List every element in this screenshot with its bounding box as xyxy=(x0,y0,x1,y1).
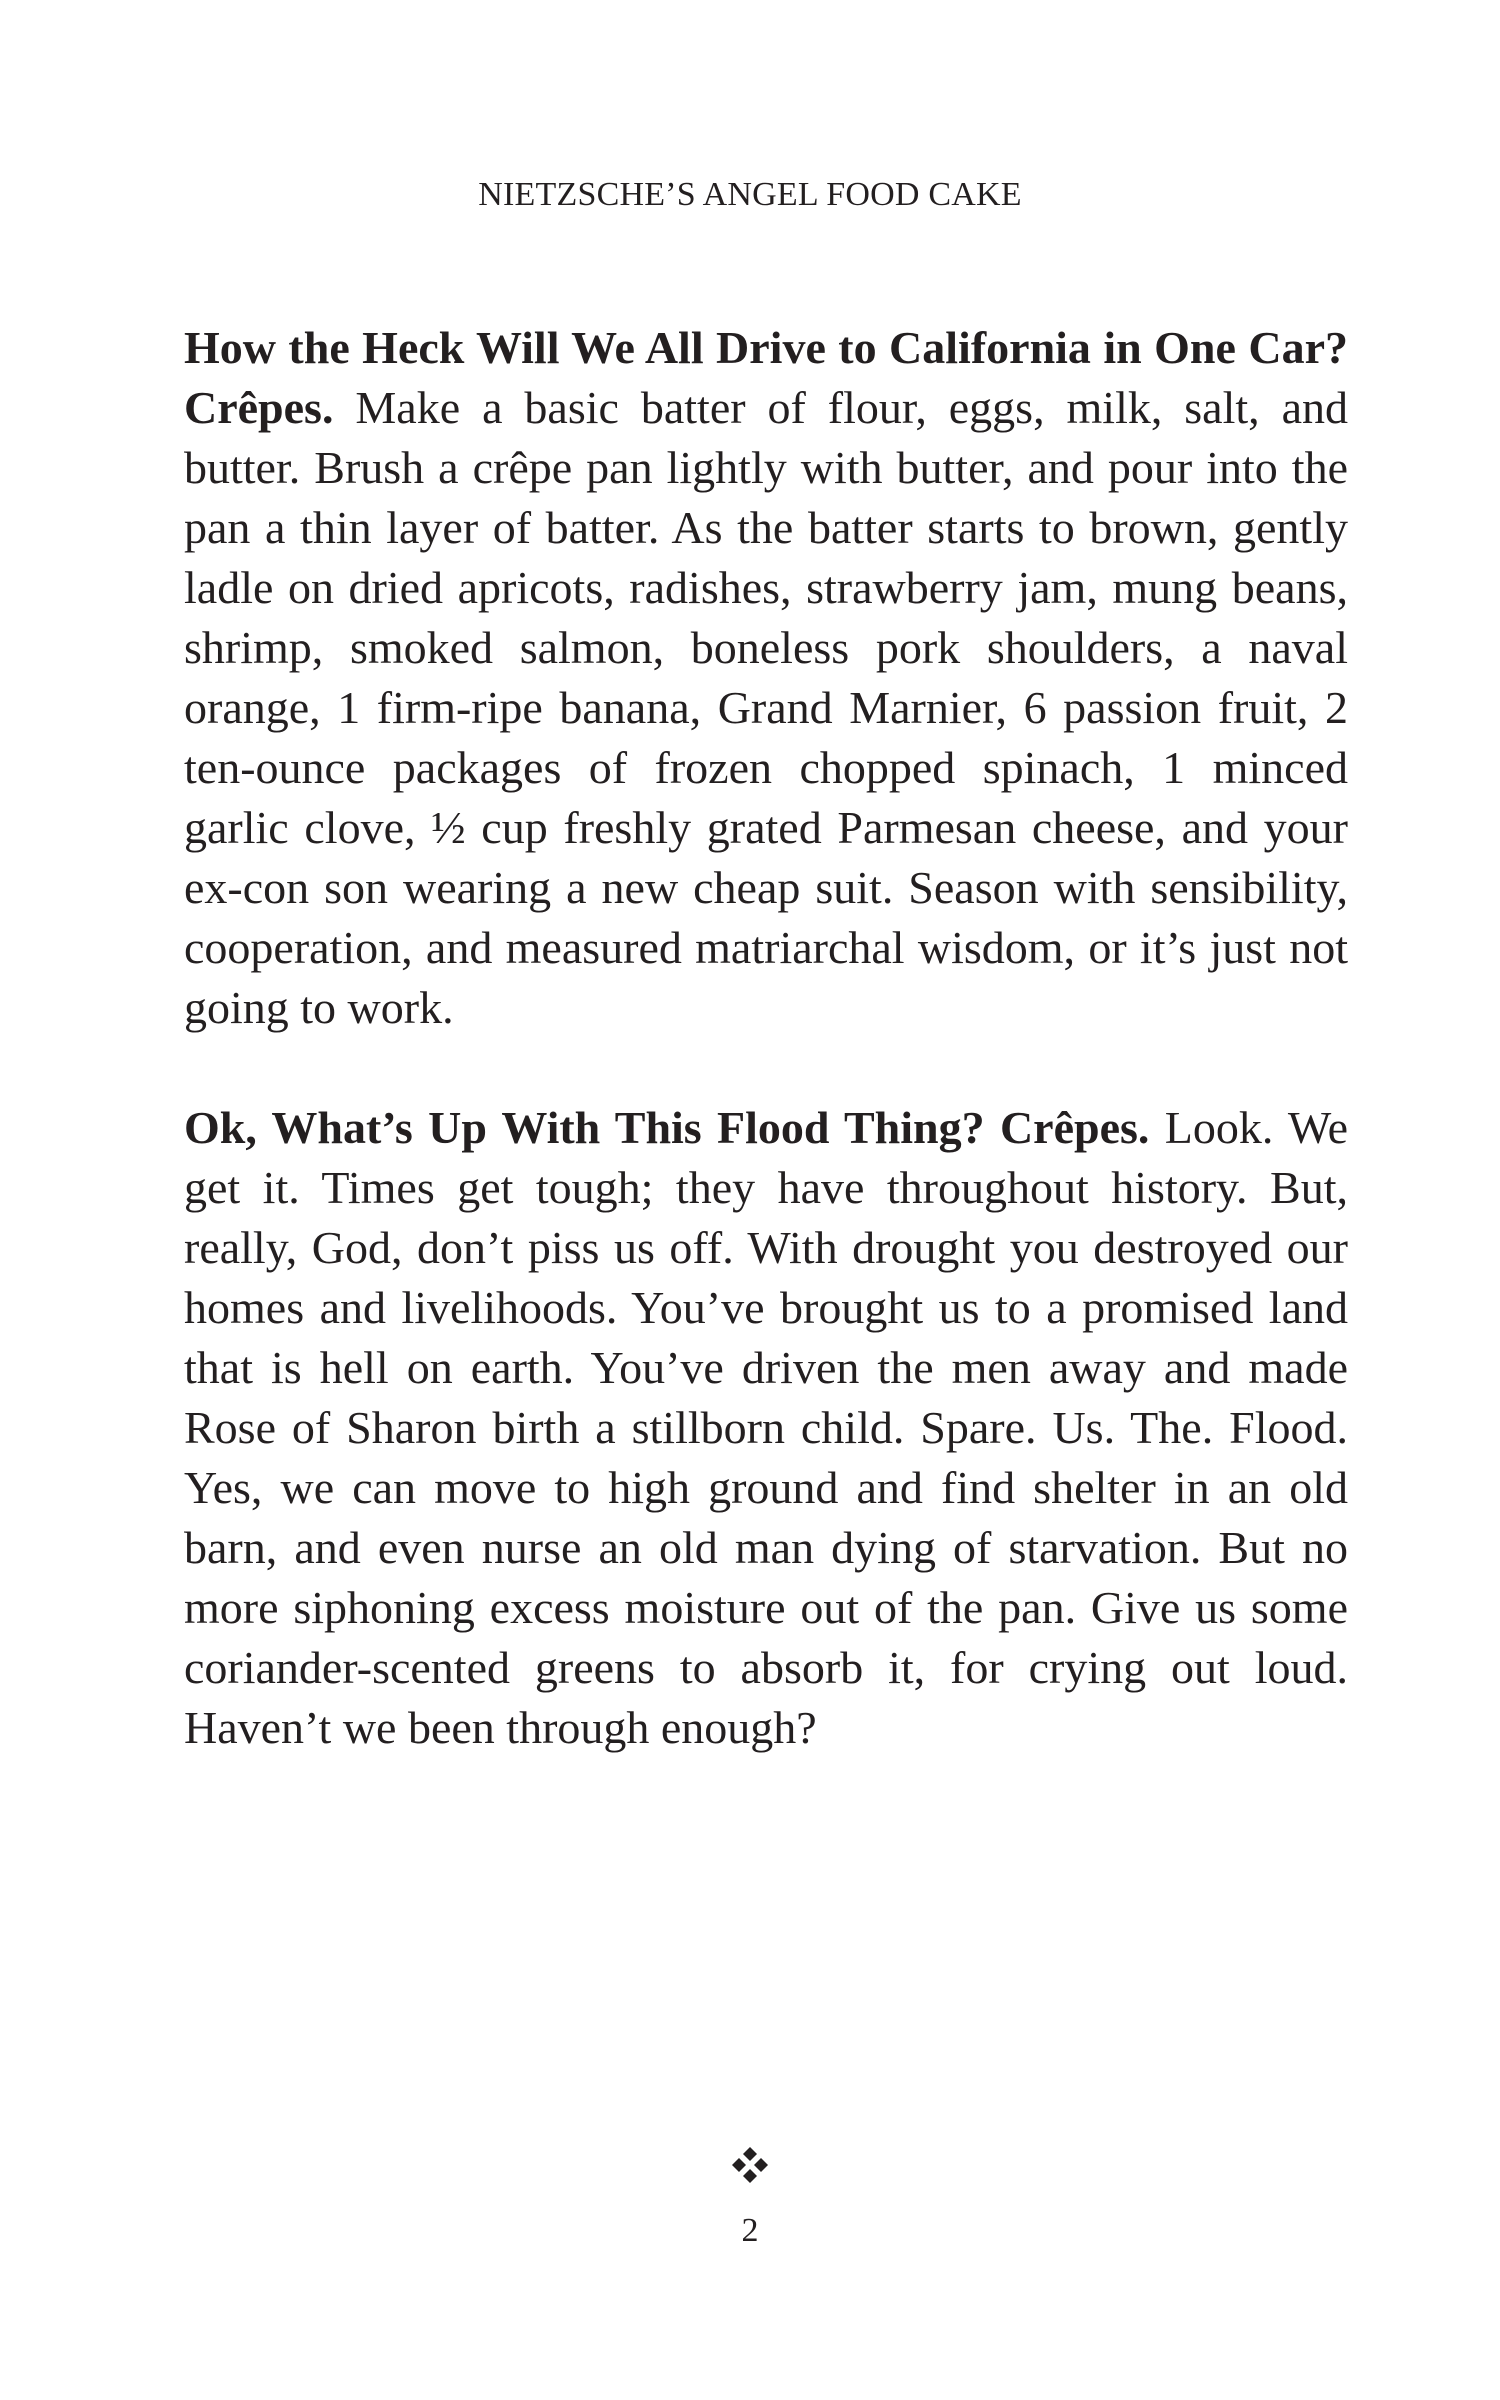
running-head: NIETZSCHE’S ANGEL FOOD CAKE xyxy=(478,176,1022,213)
entry-body: Make a basic batter of flour, eggs, milk, salt, and butter. Brush a crêpe pan lightly with butter, and pour into the pan a thin layer of batter. As the batter starts to brown, gently ladle on dried apricots, radishes, strawberry jam, mung beans, shrimp, smoked salmon, boneless pork shoulders, a naval orange, 1 firm-ripe banana, Grand Marnier, 6 passion fruit, 2 ten-ounce packages of frozen chopped spinach, 1 minced garlic clove, ½ cup freshly grated Parmesan cheese, and your ex-con son wearing a new cheap suit. Season with sensibility, cooperation, and measured matriarchal wisdom, or it’s just not going to work. xyxy=(184,382,1349,1033)
recipe-entry-flood xyxy=(184,1098,1348,1758)
entry-heading: Ok, What’s Up With This Flood Thing? Crêpes. xyxy=(184,1102,1150,1153)
text-block xyxy=(184,318,1348,1758)
entry-body: Look. We get it. Times get tough; they have throughout history. But, really, God, don’t piss us off. With drought you destroyed our homes and livelihoods. You’ve brought us to a promised land that is hell on earth. You’ve driven the men away and made Rose of Sharon birth a stillborn child. Spare. Us. The. Flood. Yes, we can move to high ground and find shelter in an old barn, and even nurse an old man dying of starvation. But no more siphoning excess moisture out of the pan. Give us some coriander-scented greens to absorb it, for crying out loud. Haven’t we been through enough? xyxy=(184,1102,1349,1753)
entry-heading: How the Heck Will We All Drive to California in One Car? Crêpes. xyxy=(184,322,1348,433)
recipe-entry-california xyxy=(184,318,1348,1038)
page-number: 2 xyxy=(741,2212,759,2249)
four-diamond-fleuron-icon xyxy=(730,2145,770,2185)
